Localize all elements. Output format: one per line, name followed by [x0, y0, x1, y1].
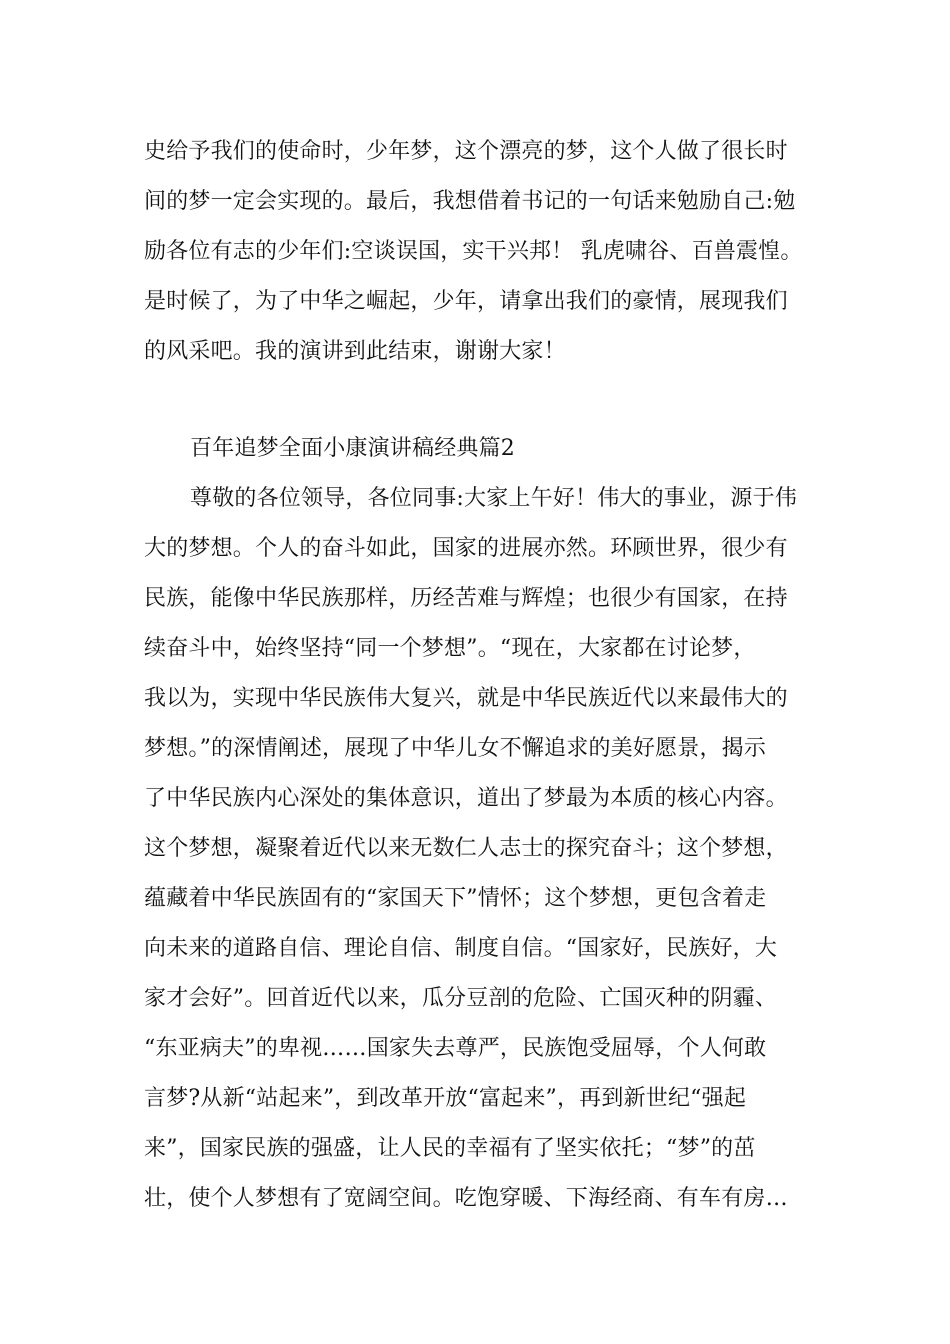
- paragraph-line: 的风采吧。我的演讲到此结束，谢谢大家！: [144, 339, 566, 364]
- paragraph-line: 壮，使个人梦想有了宽阔空间。吃饱穿暖、下海经商、有车有房…: [144, 1186, 788, 1211]
- paragraph-line: 续奋斗中，始终坚持“同一个梦想”。“现在，大家都在讨论梦，: [144, 636, 756, 661]
- paragraph-line: 了中华民族内心深处的集体意识，道出了梦最为本质的核心内容。: [144, 786, 788, 811]
- paragraph-line: 向未来的道路自信、理论自信、制度自信。“国家好，民族好，大: [144, 936, 778, 961]
- paragraph-line: 我以为，实现中华民族伟大复兴，就是中华民族近代以来最伟大的: [144, 686, 788, 711]
- paragraph-line: 尊敬的各位领导，各位同事:大家上午好！伟大的事业，源于伟: [190, 486, 798, 511]
- paragraph-line: “东亚病夫”的卑视……国家失去尊严，民族饱受屈辱，个人何敢: [144, 1036, 767, 1061]
- paragraph-line: 这个梦想，凝聚着近代以来无数仁人志士的探究奋斗；这个梦想，: [144, 836, 788, 861]
- paragraph-line: 来”，国家民族的强盛，让人民的幸福有了坚实依托；“梦”的茁: [144, 1136, 756, 1161]
- paragraph-line: 励各位有志的少年们:空谈误国，实干兴邦！ 乳虎啸谷、百兽震惶。: [144, 239, 803, 264]
- paragraph-line: 家才会好”。回首近代以来，瓜分豆剖的危险、亡国灭种的阴霾、: [144, 986, 778, 1011]
- section-heading: 百年追梦全面小康演讲稿经典篇2: [190, 436, 515, 461]
- paragraph-line: 大的梦想。个人的奋斗如此，国家的进展亦然。环顾世界，很少有: [144, 536, 788, 561]
- paragraph-line: 是时候了，为了中华之崛起，少年，请拿出我们的豪情，展现我们: [144, 289, 788, 314]
- paragraph-line: 史给予我们的使命时，少年梦，这个漂亮的梦，这个人做了很长时: [144, 139, 788, 164]
- paragraph-line: 梦想。”的深情阐述，展现了中华儿女不懈追求的美好愿景，揭示: [144, 736, 767, 761]
- paragraph-line: 民族，能像中华民族那样，历经苦难与辉煌；也很少有国家，在持: [144, 586, 788, 611]
- paragraph-line: 蕴藏着中华民族固有的“家国天下”情怀；这个梦想，更包含着走: [144, 886, 767, 911]
- paragraph-line: 言梦?从新“站起来”，到改革开放“富起来”，再到新世纪“强起: [144, 1086, 747, 1111]
- paragraph-line: 间的梦一定会实现的。最后，我想借着书记的一句话来勉励自己:勉: [144, 189, 796, 214]
